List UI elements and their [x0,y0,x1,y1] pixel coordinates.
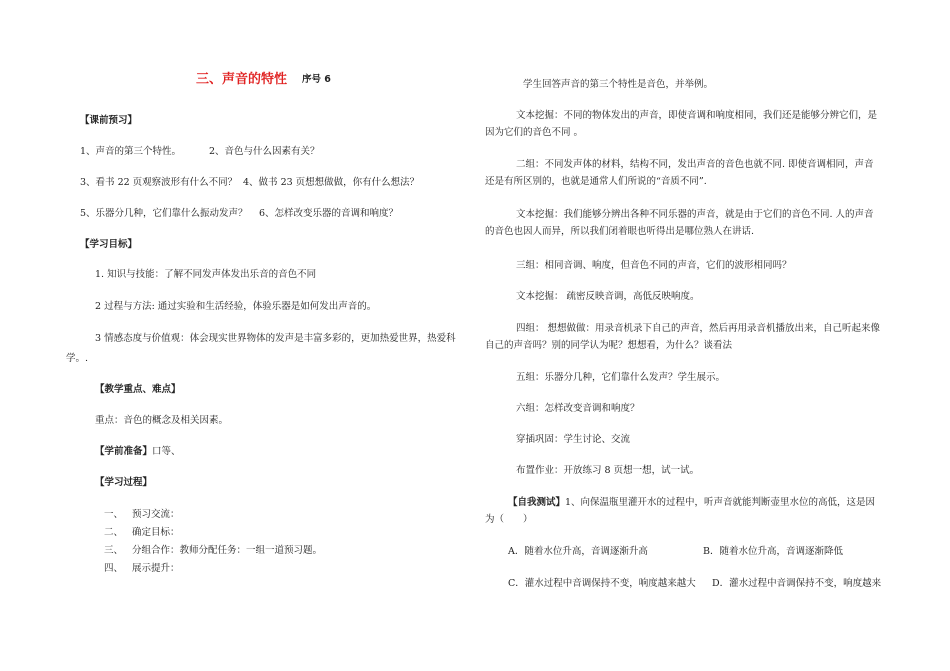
process-item [104,544,322,557]
self-test-line-2: 为（ ） [485,514,533,525]
goal-3-line-2: 学。. [66,353,89,364]
preview-question-5: 5、乐器分几种，它们靠什么振动发声？ [80,208,248,219]
goal-2: 2 过程与方法: 通过实验和生活经验，体验乐器是如何发出声音的。 [95,301,377,312]
process-number: 一、 [104,509,124,520]
self-test-heading: 【自我测试】 [508,497,566,508]
option-d: D．灌水过程中音调保持不变，响度越来 [712,578,882,589]
group-2-line-1: 二组：不同发声体的材料，结构不同，发出声音的音色也就不同. 即使音调相同，声音 [516,159,874,170]
group-5: 五组：乐器分几种，它们靠什么发声？学生展示。 [516,372,726,383]
process-text: 分组合作：教师分配任务：一组一道预习题。 [132,545,323,556]
goal-1: 1. 知识与技能：了解不同发声体发出乐音的音色不同 [95,269,317,280]
process-heading: 【学习过程】 [95,477,153,488]
homework: 布置作业：开放练习 8 页想一想，试一试。 [516,465,700,476]
process-text: 确定目标： [132,527,180,538]
self-test-line-1 [508,496,875,509]
preview-question-3: 3、看书 22 页观察波形有什么不同？ [80,177,238,188]
process-item [104,526,180,539]
text-mining-3: 文本挖掘： 疏密反映音调，高低反映响度。 [516,291,700,302]
process-number: 二、 [104,527,124,538]
group-3: 三组：相同音调、响度，但音色不同的声音，它们的波形相同吗？ [516,260,792,271]
process-number: 四、 [104,563,124,574]
option-b: B．随着水位升高，音调逐渐降低 [703,546,843,557]
preview-question-2: 2、音色与什么因素有关？ [209,146,320,157]
process-text: 预习交流： [132,509,180,520]
text-mining-1-line-1: 文本挖掘：不同的物体发出的声音，即使音调和响度相同，我们还是能够分辨它们，是 [516,110,878,121]
option-a: A．随着水位升高，音调逐渐升高 [508,546,648,557]
text-mining-2-line-1: 文本挖掘：我们能够分辨出各种不同乐器的声音，就是由于它们的音色不同. 人的声音 [516,209,874,220]
self-test-question: 1、向保温瓶里灌开水的过程中，听声音就能判断壶里水位的高低，这是因 [565,497,876,508]
key-points-text: 重点：音色的概念及相关因素。 [95,415,229,426]
prep-text: 口等、 [152,446,181,457]
group-4-line-1: 四组： 想想做做：用录音机录下自己的声音，然后再用录音机播放出来，自己听起来像 [516,323,881,334]
prep-heading: 【学前准备】 [95,446,153,457]
goals-heading: 【学习目标】 [80,239,138,250]
process-item [104,508,180,521]
preview-question-1: 1、声音的第三个特性。 [80,146,182,157]
group-6: 六组：怎样改变音调和响度？ [516,403,640,414]
process-item [104,562,180,575]
key-points-heading: 【教学重点、难点】 [95,384,181,395]
group-2-line-2: 还是有所区别的，也就是通常人们所说的“音质不同”. [485,176,707,187]
serial-number: 序号 6 [302,74,331,85]
consolidation: 穿插巩固：学生讨论、交流 [516,434,631,445]
preview-question-4: 4、做书 23 页想想做做，你有什么想法？ [243,177,420,188]
prep-line [95,445,181,458]
group-4-line-2: 自己的声音吗？别的同学认为呢？想想看，为什么？谈看法 [485,340,733,351]
student-answer: 学生回答声音的第三个特性是音色，并举例。 [523,79,714,90]
preview-question-6: 6、怎样改变乐器的音调和响度？ [259,208,399,219]
process-number: 三、 [104,545,124,556]
text-mining-1-line-2: 因为它们的音色不同 。 [485,127,584,138]
preview-heading: 【课前预习】 [80,115,138,126]
text-mining-2-line-2: 的音色也因人而异，所以我们闭着眼也听得出是哪位熟人在讲话. [485,226,755,237]
option-c: C．灌水过程中音调保持不变，响度越来越大 [508,578,696,589]
process-text: 展示提升： [132,563,180,574]
goal-3-line-1: 3 情感态度与价值观：体会现实世界物体的发声是丰富多彩的，更加热爱世界，热爱科 [95,333,456,344]
page-title: 三、声音的特性 [196,72,288,87]
